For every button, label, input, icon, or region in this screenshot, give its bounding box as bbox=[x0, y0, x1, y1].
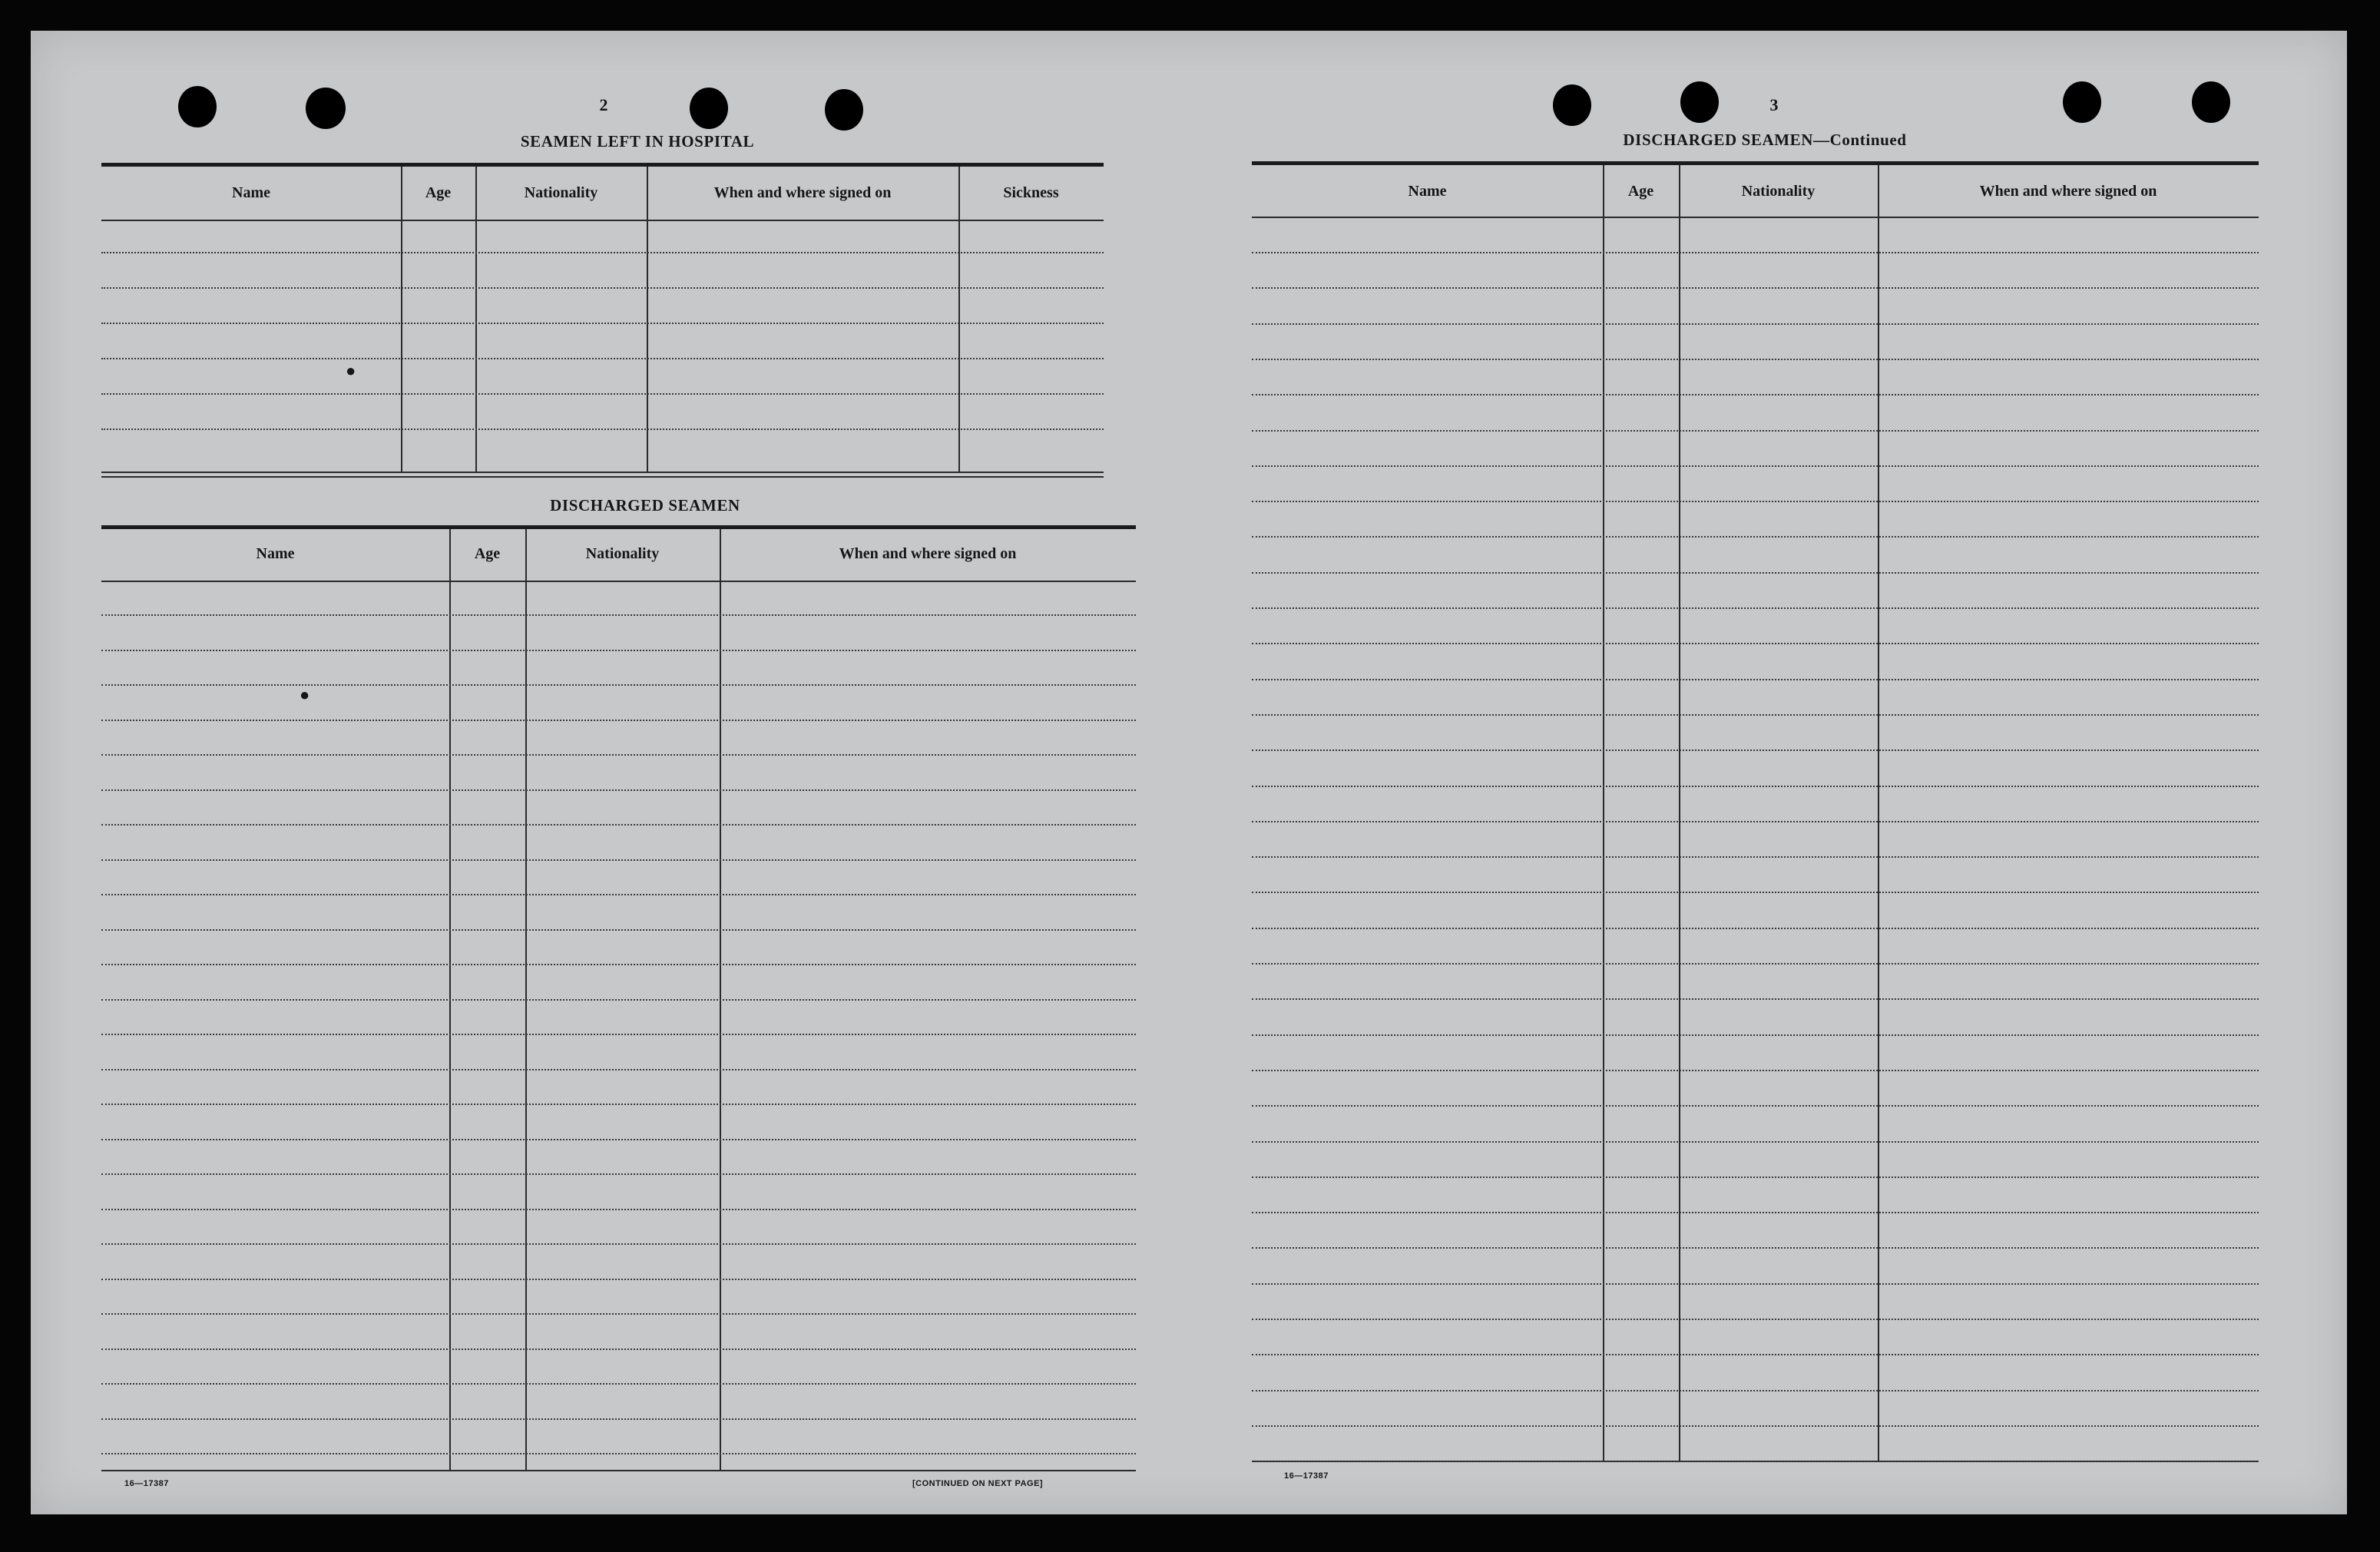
table-row bbox=[1252, 892, 2259, 893]
table-row bbox=[1252, 714, 2259, 716]
table-row bbox=[1252, 1034, 2259, 1036]
table-row bbox=[1252, 607, 2259, 609]
column-divider bbox=[401, 167, 402, 472]
table-row bbox=[1252, 465, 2259, 467]
column-divider bbox=[647, 167, 648, 472]
table-row bbox=[1252, 572, 2259, 574]
discharged-continued-title: DISCHARGED SEAMEN—Continued bbox=[1623, 131, 1907, 149]
table-row bbox=[1252, 394, 2259, 395]
table-row bbox=[1252, 1283, 2259, 1285]
table-row bbox=[101, 1069, 1136, 1071]
column-header-nationality: Nationality bbox=[585, 545, 660, 562]
table-row bbox=[1252, 1425, 2259, 1427]
table-row bbox=[1252, 1176, 2259, 1178]
form-code: 16—17387 bbox=[1284, 1471, 1329, 1481]
table-row bbox=[101, 964, 1136, 965]
table-row bbox=[1252, 1141, 2259, 1143]
right-page bbox=[1189, 31, 2347, 1514]
column-divider bbox=[525, 529, 527, 1471]
table-row bbox=[101, 1034, 1136, 1035]
column-header-age: Age bbox=[474, 545, 501, 562]
column-header-when-where: When and where signed on bbox=[1979, 183, 2157, 200]
discharged-table bbox=[101, 493, 1136, 1476]
table-row bbox=[101, 999, 1136, 1001]
header-rule bbox=[101, 220, 1104, 221]
table-row bbox=[101, 859, 1136, 861]
table-row bbox=[101, 824, 1136, 826]
table-row bbox=[101, 1313, 1136, 1315]
hospital-table bbox=[101, 163, 1104, 479]
table-row bbox=[101, 1383, 1136, 1385]
table-row bbox=[1252, 1070, 2259, 1071]
table-row bbox=[101, 252, 1104, 253]
column-header-name: Name bbox=[1408, 183, 1447, 200]
header-rule bbox=[101, 581, 1136, 582]
discharged-continued-table bbox=[1252, 161, 2259, 1468]
table-row bbox=[1252, 786, 2259, 787]
table-row bbox=[1252, 928, 2259, 929]
form-code: 16—17387 bbox=[124, 1479, 169, 1488]
table-row bbox=[1252, 252, 2259, 253]
table-row bbox=[1252, 679, 2259, 680]
column-header-nationality: Nationality bbox=[1741, 183, 1816, 200]
table-row bbox=[101, 894, 1136, 895]
table-row bbox=[1252, 1390, 2259, 1392]
column-header-age: Age bbox=[1627, 183, 1654, 200]
header-rule bbox=[1252, 217, 2259, 218]
table-row bbox=[101, 1139, 1136, 1140]
column-divider bbox=[720, 529, 721, 1471]
table-row bbox=[1252, 1247, 2259, 1249]
table-row bbox=[101, 1104, 1136, 1105]
left-page bbox=[31, 31, 1183, 1514]
table-row bbox=[101, 1453, 1136, 1454]
table-row bbox=[101, 1243, 1136, 1245]
table-row bbox=[101, 754, 1136, 756]
table-row bbox=[101, 614, 1136, 616]
document-sheet bbox=[31, 31, 2347, 1514]
table-row bbox=[101, 287, 1104, 289]
table-row bbox=[1252, 821, 2259, 822]
table-row bbox=[1252, 1461, 2259, 1462]
table-row bbox=[101, 323, 1104, 324]
table-row bbox=[1252, 536, 2259, 538]
column-header-sickness: Sickness bbox=[1003, 184, 1059, 201]
table-row bbox=[101, 1418, 1136, 1420]
table-row bbox=[1252, 1105, 2259, 1107]
table-row bbox=[101, 929, 1136, 931]
table-top-rule bbox=[101, 163, 1104, 167]
table-row bbox=[1252, 963, 2259, 965]
column-header-when-where: When and where signed on bbox=[839, 545, 1017, 562]
table-top-rule bbox=[1252, 161, 2259, 165]
table-row bbox=[1252, 998, 2259, 1000]
table-row bbox=[1252, 501, 2259, 502]
table-row bbox=[1252, 323, 2259, 325]
table-row bbox=[101, 1279, 1136, 1280]
table-row bbox=[101, 720, 1136, 721]
column-divider bbox=[449, 529, 451, 1471]
column-divider bbox=[475, 167, 477, 472]
table-row bbox=[1252, 430, 2259, 432]
table-row bbox=[1252, 643, 2259, 644]
column-header-when-where: When and where signed on bbox=[713, 184, 892, 201]
discharged-section-title: DISCHARGED SEAMEN bbox=[550, 496, 740, 515]
page-number: 2 bbox=[599, 95, 608, 114]
continued-note: [CONTINUED ON NEXT PAGE] bbox=[912, 1479, 1044, 1488]
table-row bbox=[101, 429, 1104, 430]
column-header-name: Name bbox=[232, 184, 270, 201]
column-header-name: Name bbox=[256, 545, 295, 562]
table-row bbox=[101, 358, 1104, 359]
table-row bbox=[1252, 856, 2259, 858]
table-row bbox=[101, 789, 1136, 791]
table-top-rule bbox=[101, 525, 1136, 529]
ink-blot: ● bbox=[346, 361, 356, 380]
table-row bbox=[101, 684, 1136, 686]
ink-blot: ● bbox=[300, 685, 310, 704]
table-row bbox=[101, 1209, 1136, 1210]
table-row bbox=[101, 1173, 1136, 1175]
column-header-nationality: Nationality bbox=[524, 184, 598, 201]
hospital-section-title: SEAMEN LEFT IN HOSPITAL bbox=[520, 132, 755, 151]
table-row bbox=[101, 650, 1136, 651]
table-row bbox=[1252, 359, 2259, 360]
table-row bbox=[1252, 1354, 2259, 1355]
table-row bbox=[101, 1348, 1136, 1350]
table-bottom-rule bbox=[101, 1470, 1136, 1471]
table-row bbox=[1252, 1212, 2259, 1213]
table-row bbox=[1252, 287, 2259, 289]
table-bottom-rule bbox=[101, 476, 1104, 478]
table-row bbox=[1252, 1319, 2259, 1320]
table-bottom-rule bbox=[101, 472, 1104, 473]
table-row bbox=[1252, 750, 2259, 751]
column-divider bbox=[958, 167, 960, 472]
table-row bbox=[101, 393, 1104, 395]
page-number: 3 bbox=[1769, 95, 1779, 114]
column-header-age: Age bbox=[425, 184, 452, 201]
